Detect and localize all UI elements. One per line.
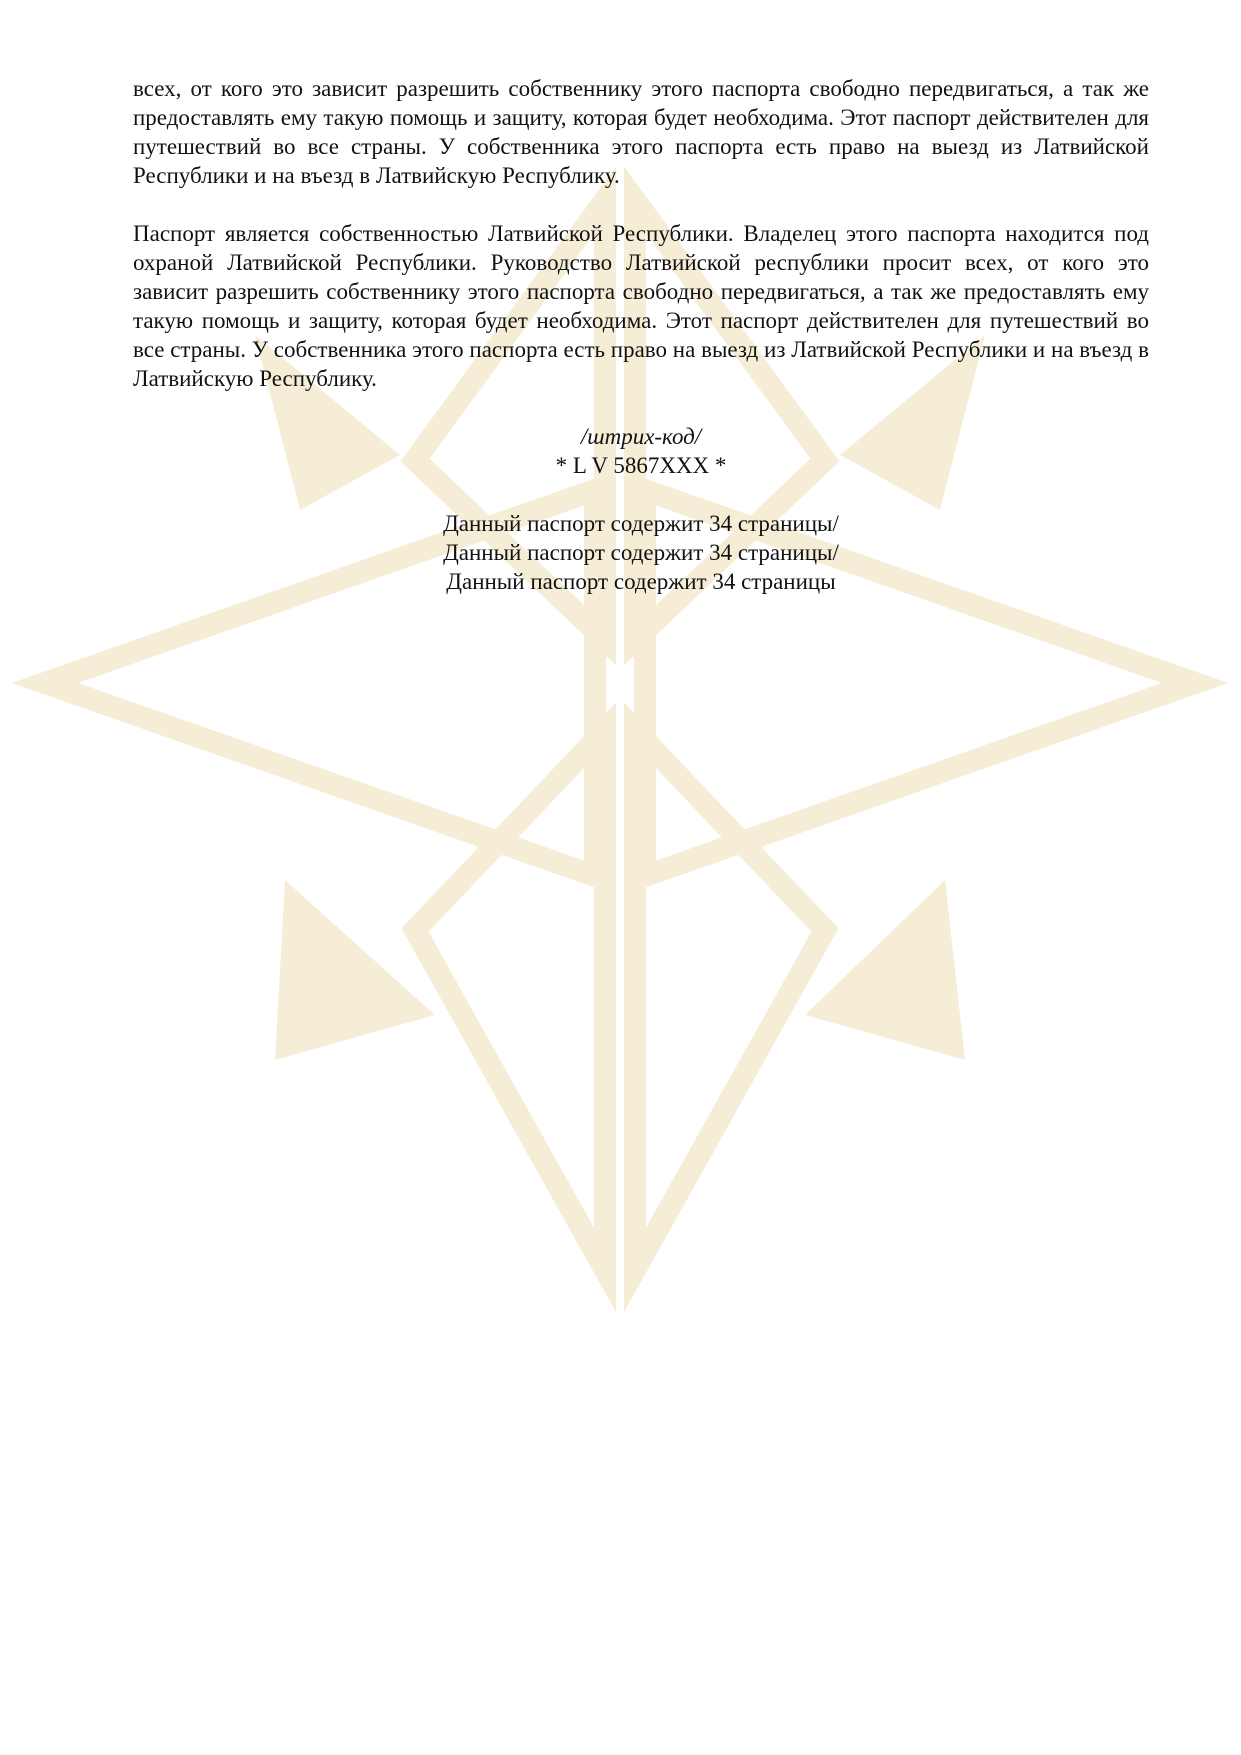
- page-count-line: Данный паспорт содержит 34 страницы/: [443, 540, 839, 565]
- page-count-line: Данный паспорт содержит 34 страницы/: [443, 511, 839, 536]
- watermark-bottom-arm-right: [635, 730, 825, 1270]
- barcode-value: * L V 5867XXX *: [555, 453, 727, 478]
- paragraph-rights-continued: всех, от кого это зависит разрешить собственнику этого паспорта свободно передвигаться, а так же предоставлять ему такую помощь и защиту, которая будет необходима. Этот паспорт действителен для путешествий во все страны. У собственника этого паспорта есть право на выезд из Латвийской Республики и на въезд в Латвийскую Республику.: [133, 76, 1149, 188]
- page-count-block: [133, 509, 1149, 596]
- document-body: [133, 74, 1149, 596]
- watermark-bottom-arm: [415, 730, 605, 1270]
- paragraph-ownership: Паспорт является собственностью Латвийской Республики. Владелец этого паспорта находится под охраной Латвийской Республики. Руководство Латвийской республики просит всех, от кого это зависит разрешить собственнику этого паспорта свободно передвигаться, а так же предоставлять ему такую помощь и защиту, которая будет необходима. Этот паспорт действителен для путешествий во все страны. У собственника этого паспорта есть право на выезд из Латвийской Республики и на въезд в Латвийскую Республику.: [133, 221, 1149, 391]
- watermark-br-point: [805, 880, 965, 1060]
- barcode-label: /штрих-код/: [580, 424, 702, 449]
- barcode-block: [133, 422, 1149, 480]
- page-count-line: Данный паспорт содержит 34 страницы: [446, 569, 836, 594]
- watermark-bl-point: [275, 880, 435, 1060]
